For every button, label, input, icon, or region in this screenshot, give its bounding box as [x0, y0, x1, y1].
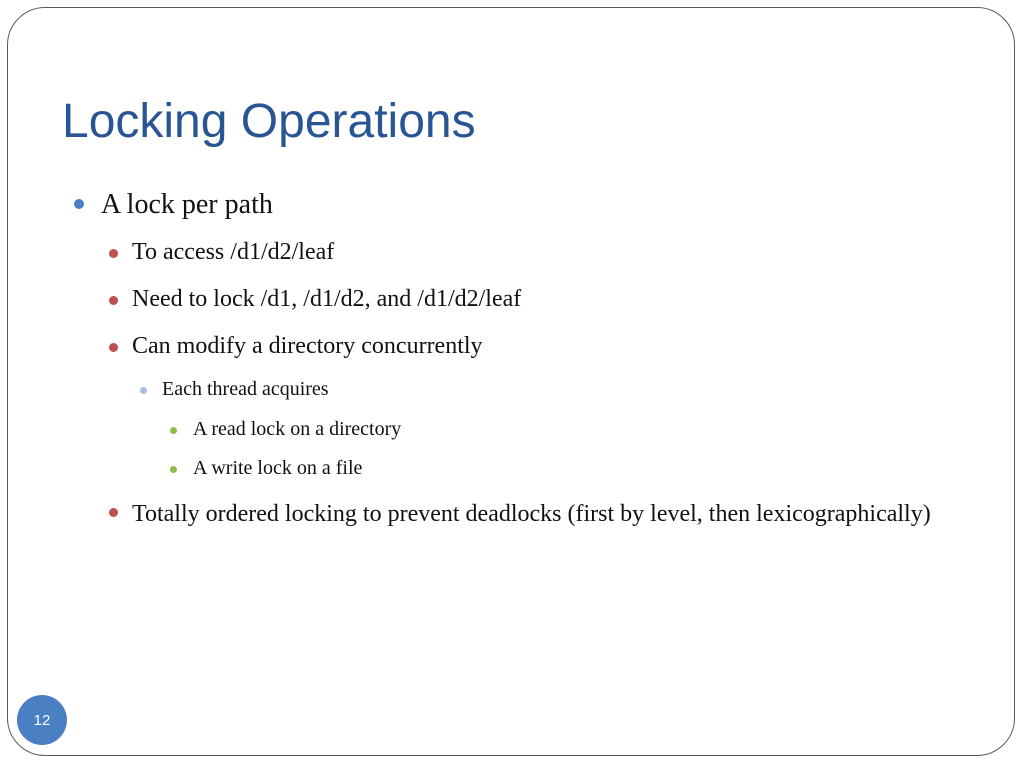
bullet-item: Totally ordered locking to prevent deadlocks (first by level, then lexicographically) [132, 501, 931, 527]
bullet-item: Each thread acquires [162, 378, 329, 400]
bullet-dot-icon [74, 199, 84, 209]
bullet-dot-icon [109, 343, 118, 352]
bullet-dot-icon [140, 387, 147, 394]
slide-title: Locking Operations [62, 95, 476, 148]
bullet-dot-icon [170, 466, 177, 473]
bullet-item: Need to lock /d1, /d1/d2, and /d1/d2/leaf [132, 286, 522, 312]
page-number-badge: 12 [17, 695, 67, 745]
bullet-item: A write lock on a file [193, 457, 363, 479]
bullet-dot-icon [109, 249, 118, 258]
bullet-dot-icon [109, 296, 118, 305]
bullet-item: To access /d1/d2/leaf [132, 239, 335, 265]
bullet-dot-icon [170, 427, 177, 434]
bullet-item: A read lock on a directory [193, 418, 402, 440]
bullet-item: Can modify a directory concurrently [132, 333, 483, 359]
bullet-dot-icon [109, 508, 118, 517]
bullet-item: A lock per path [101, 189, 273, 220]
